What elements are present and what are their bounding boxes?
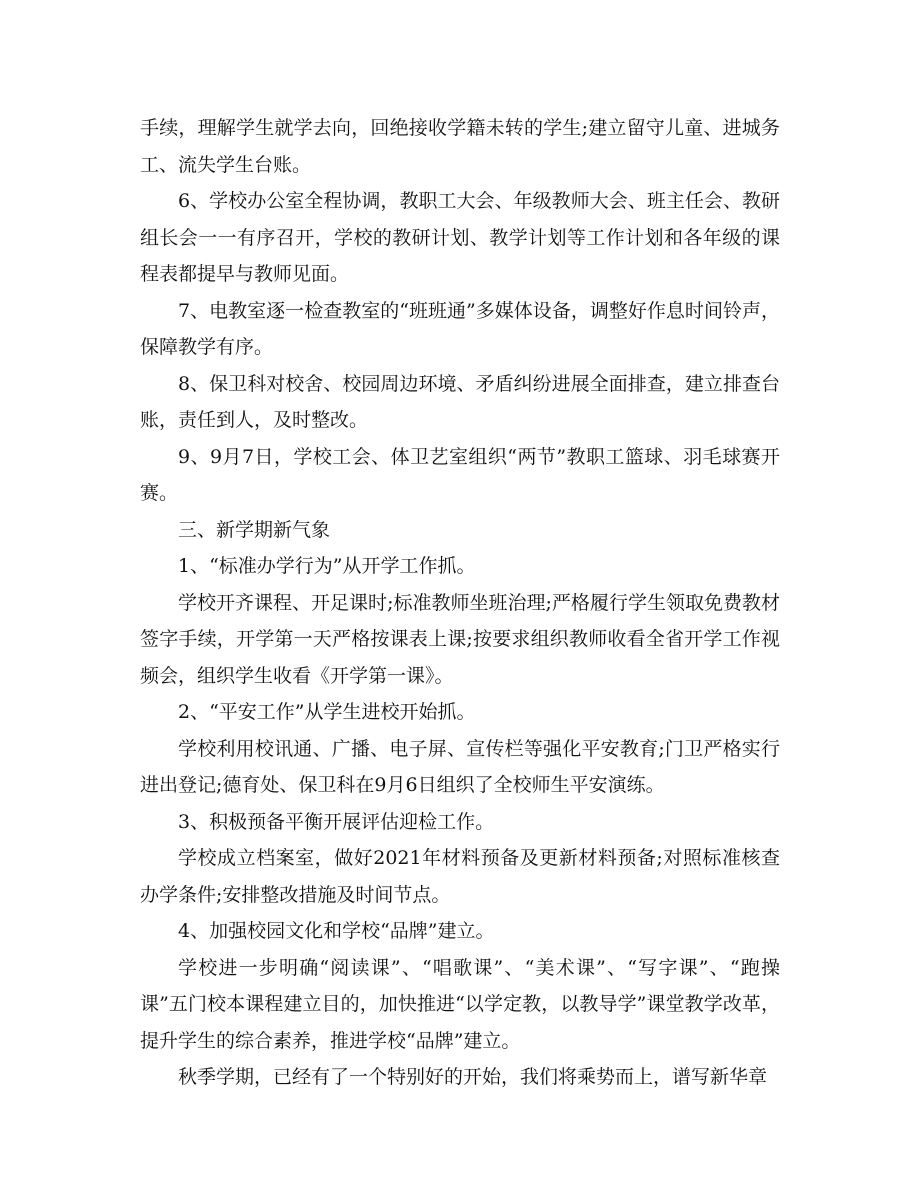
section-heading: 三、新学期新气象	[178, 518, 331, 541]
paragraph-item-7: 7、电教室逐一检查教室的“班班通”多媒体设备，调整好作息时间铃声，保障教学有序。	[140, 299, 780, 358]
subheading-3: 3、积极预备平衡开展评估迎检工作。	[178, 810, 495, 833]
paragraph-body-3: 学校成立档案室，做好2021年材料预备及更新材料预备;对照标准核查办学条件;安排整改措施及时间节点。	[140, 847, 780, 906]
paragraph-body-1: 学校开齐课程、开足课时;标准教师坐班治理;严格履行学生领取免费教材签字手续，开学第一天严格按课表上课;按要求组织教师收看全省开学工作视频会，组织学生收看《开学第一课》。	[140, 591, 780, 687]
paragraph-item-9: 9、9月7日，学校工会、体卫艺室组织“两节”教职工篮球、羽毛球赛开赛。	[140, 445, 780, 504]
subheading-2: 2、“平安工作”从学生进校开始抓。	[178, 701, 476, 723]
subheading-1: 1、“标准办学行为”从开学工作抓。	[178, 555, 476, 577]
paragraph-continuation: 手续，理解学生就学去向，回绝接收学籍未转的学生;建立留守儿童、进城务工、流失学生台账。	[140, 117, 780, 176]
closing-paragraph: 秋季学期，已经有了一个特别好的开始，我们将乘势而上，谱写新华章	[178, 1066, 768, 1088]
paragraph-body-4: 学校进一步明确“阅读课”、“唱歌课”、“美术课”、“写字课”、“跑操课”五门校本课程建立目的，加快推进“以学定教，以教导学”课堂教学改革，提升学生的综合素养，推进学校“品牌”建立。	[140, 956, 780, 1052]
document-body	[140, 110, 780, 1096]
subheading-4: 4、加强校园文化和学校“品牌”建立。	[178, 920, 495, 942]
paragraph-item-6: 6、学校办公室全程协调，教职工大会、年级教师大会、班主任会、教研组长会一一有序召开，学校的教研计划、教学计划等工作计划和各年级的课程表都提早与教师见面。	[140, 190, 780, 285]
paragraph-item-8: 8、保卫科对校舍、校园周边环境、矛盾纠纷进展全面排查，建立排查台账，责任到人，及时整改。	[140, 372, 780, 431]
paragraph-body-2: 学校利用校讯通、广播、电子屏、宣传栏等强化平安教育;门卫严格实行进出登记;德育处、保卫科在9月6日组织了全校师生平安演练。	[140, 737, 780, 796]
